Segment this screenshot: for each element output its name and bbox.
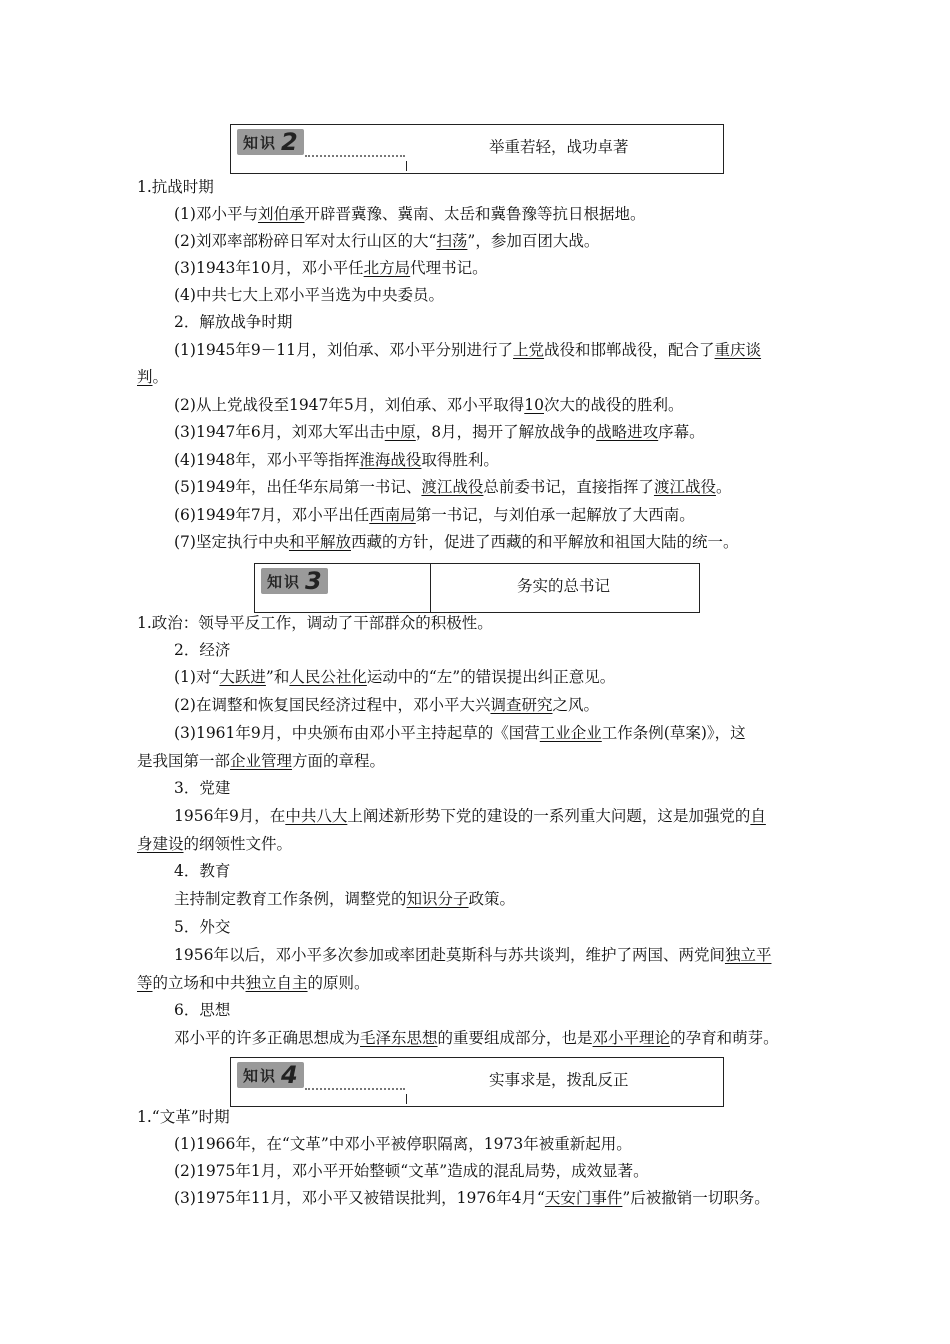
text-line: (1)1945年9－11月，刘伯承、邓小平分别进行了上党战役和邯郸战役，配合了重庆谈 — [174, 341, 762, 359]
text-line: (4)1948年，邓小平等指挥淮海战役取得胜利。 — [174, 451, 499, 469]
dotted-rule — [305, 155, 405, 157]
badge-number: 3 — [305, 567, 322, 595]
section-title: 举重若轻，战功卓著 — [489, 138, 629, 156]
dotted-rule — [305, 1088, 405, 1090]
text-line: (2)在调整和恢复国民经济过程中，邓小平大兴调查研究之风。 — [174, 696, 599, 714]
text-line: (3)1975年11月，邓小平又被错误批判，1976年4月“天安门事件”后被撤销一切职务。 — [174, 1189, 770, 1207]
text-line: 主持制定教育工作条例，调整党的知识分子政策。 — [174, 890, 516, 908]
text-line: 5．外交 — [174, 918, 231, 936]
text-line: 是我国第一部企业管理方面的章程。 — [137, 752, 386, 770]
badge-label: 知识 — [243, 1066, 278, 1085]
text-line: 2．经济 — [174, 641, 231, 659]
text-line: (2)1975年1月，邓小平开始整顿“文革”造成的混乱局势，成效显著。 — [174, 1162, 649, 1180]
text-line: (4)中共七大上邓小平当选为中央委员。 — [174, 286, 444, 304]
text-line: (3)1943年10月，邓小平任北方局代理书记。 — [174, 259, 488, 277]
text-line: 3．党建 — [174, 779, 231, 797]
text-line: 等的立场和中共独立自主的原则。 — [137, 974, 370, 992]
text-line: (6)1949年7月，邓小平出任西南局第一书记，与刘伯承一起解放了大西南。 — [174, 506, 695, 524]
text-line: (1)对“大跃进”和人民公社化运动中的“左”的错误提出纠正意见。 — [174, 668, 616, 686]
text-line: (3)1947年6月，刘邓大军出击中原，8月，揭开了解放战争的战略进攻序幕。 — [174, 423, 705, 441]
badge-number: 4 — [281, 1061, 298, 1089]
text-line: 判。 — [137, 368, 169, 386]
badge-label: 知识 — [267, 572, 302, 591]
section-title: 务实的总书记 — [517, 577, 611, 595]
text-line: 6．思想 — [174, 1001, 231, 1019]
section-title: 实事求是，拨乱反正 — [489, 1071, 629, 1089]
text-line: (1)1966年，在“文革”中邓小平被停职隔离，1973年被重新起用。 — [174, 1135, 632, 1153]
divider — [430, 564, 431, 612]
text-line: (3)1961年9月，中央颁布由邓小平主持起草的《国营工业企业工作条例(草案)》，这 — [174, 724, 746, 742]
text-line: 身建设的纲领性文件。 — [137, 835, 293, 853]
section-header-2 — [230, 124, 724, 174]
section-header-3 — [254, 563, 700, 613]
text-line: 4．教育 — [174, 862, 231, 880]
knowledge-badge — [237, 1062, 304, 1088]
badge-number: 2 — [281, 128, 298, 156]
text-line: 1.“文革”时期 — [137, 1108, 230, 1126]
text-line: 1.政治：领导平反工作，调动了干部群众的积极性。 — [137, 614, 493, 632]
text-line: 2．解放战争时期 — [174, 313, 293, 331]
text-line: 1956年以后，邓小平多次参加或率团赴莫斯科与苏共谈判，维护了两国、两党间独立平 — [174, 946, 772, 964]
text-line: (7)坚定执行中央和平解放西藏的方针，促进了西藏的和平解放和祖国大陆的统一。 — [174, 533, 739, 551]
divider — [406, 1094, 407, 1104]
text-line: (2)从上党战役至1947年5月，刘伯承、邓小平取得10次大的战役的胜利。 — [174, 396, 684, 414]
text-line: 1.抗战时期 — [137, 178, 214, 196]
text-line: 1956年9月，在中共八大上阐述新形势下党的建设的一系列重大问题，这是加强党的自 — [174, 807, 766, 825]
knowledge-badge — [237, 129, 304, 155]
divider — [406, 161, 407, 171]
badge-label: 知识 — [243, 133, 278, 152]
text-line: 邓小平的许多正确思想成为毛泽东思想的重要组成部分，也是邓小平理论的孕育和萌芽。 — [174, 1029, 779, 1047]
section-header-4 — [230, 1057, 724, 1107]
knowledge-badge — [261, 568, 328, 594]
text-line: (5)1949年，出任华东局第一书记、渡江战役总前委书记，直接指挥了渡江战役。 — [174, 478, 732, 496]
text-line: (1)邓小平与刘伯承开辟晋冀豫、冀南、太岳和冀鲁豫等抗日根据地。 — [174, 205, 646, 223]
text-line: (2)刘邓率部粉碎日军对太行山区的大“扫荡”，参加百团大战。 — [174, 232, 600, 250]
